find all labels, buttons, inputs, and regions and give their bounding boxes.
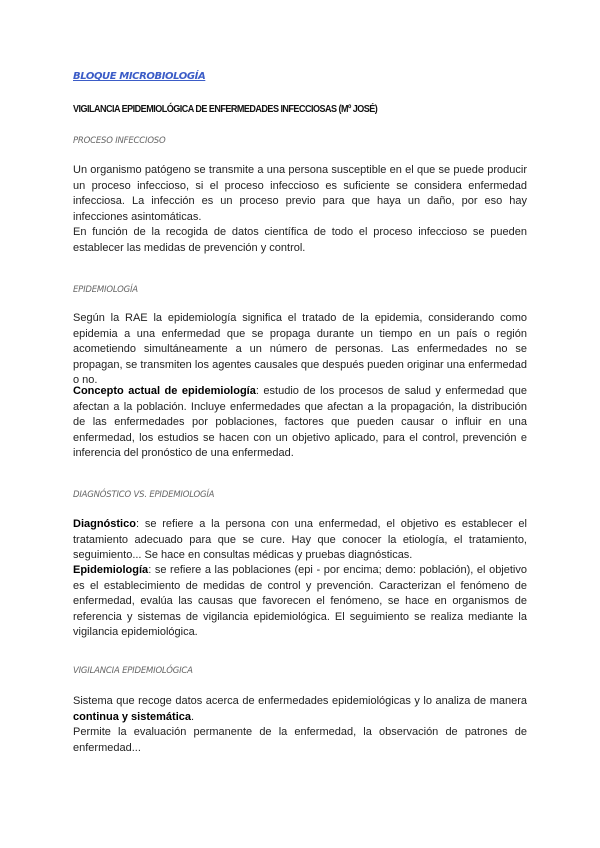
heading-diagnostico-vs-epidemiologia: DIAGNÓSTICO VS. EPIDEMIOLOGÍA [73, 490, 215, 500]
paragraph-proceso-1: Un organismo patógeno se transmite a una persona susceptible en el que se puede producir un proceso infeccioso, si el proceso infeccioso es suficiente se considera enfermedad infecciosa. La infección es un proceso previo para que haya un daño, por eso hay infecciones asintomáticas. [73, 164, 527, 223]
document-title: VIGILANCIA EPIDEMIOLÓGICA DE ENFERMEDADES INFECCIOSAS (Mº JOSÉ) [73, 103, 378, 115]
vigilancia-text: Sistema que recoge datos acerca de enfermedades epidemiológicas y lo analiza de manera [73, 695, 527, 707]
heading-epidemiologia: EPIDEMIOLOGÍA [73, 285, 138, 295]
paragraph-diagnostico [73, 517, 527, 564]
block-title: BLOQUE MICROBIOLOGÍA [73, 71, 206, 82]
heading-proceso-infeccioso: PROCESO INFECCIOSO [73, 136, 166, 146]
diagnostico-bold: Diagnóstico [73, 518, 136, 530]
paragraph-epidemiologia-2 [73, 384, 527, 462]
epidemiologia-text: : se refiere a las poblaciones (epi - por encima; demo: población), el objetivo es el establecimiento de medidas de control y prevención. Caracterizan el fenómeno de enfermedad, evalúa las causas que favorecen el fenómeno, se hace en organismos de referencia y sistemas de vigilancia epidemiológica. El seguimiento se realiza mediante la vigilancia epidemiológica. [73, 564, 527, 639]
vigilancia-period: . [191, 710, 195, 723]
concepto-text: : estudio de los procesos de salud y enfermedad que afectan a la población. Incluye enfermedades que afectan a la propagación, la distribución de las enfermedades por poblaciones, factores que pueden causar o influir en una enfermedad, los estudios se hacen con un objetivo aplicado, para el control, prevención e inferencia del pronóstico de una enfermedad. [73, 385, 527, 460]
diagnostico-text: : se refiere a la persona con una enfermedad, el objetivo es establecer el tratamiento adecuado para que se cure. Hay que conocer la etiología, el tratamiento, seguimiento... Se hace en consultas médicas y pruebas diagnósticas. [73, 518, 527, 562]
paragraph-proceso-2: En función de la recogida de datos científica de todo el proceso infeccioso se pueden establecer las medidas de prevención y control. [73, 226, 527, 254]
epidemiologia-bold: Epidemiología [73, 564, 149, 576]
paragraph-epidemiologia-def [73, 563, 527, 641]
concepto-bold: Concepto actual de epidemiología [73, 385, 256, 397]
continua-bold: continua y sistemática [73, 710, 191, 723]
paragraph-vigilancia-2: Permite la evaluación permanente de la enfermedad, la observación de patrones de enfermedad... [73, 726, 527, 754]
heading-vigilancia-epidemiologica: VIGILANCIA EPIDEMIOLÓGICA [73, 666, 193, 676]
paragraph-vigilancia-1 [73, 694, 527, 725]
paragraph-epidemiologia-1: Según la RAE la epidemiología significa el tratado de la epidemia, considerando como epidemia a una enfermedad que se propaga durante un tiempo en un país o región acometiendo simultáneamente a un número de personas. Las enfermedades no se propagan, se transmiten los agentes causales que después pueden originar una enfermedad o no. [73, 312, 527, 387]
